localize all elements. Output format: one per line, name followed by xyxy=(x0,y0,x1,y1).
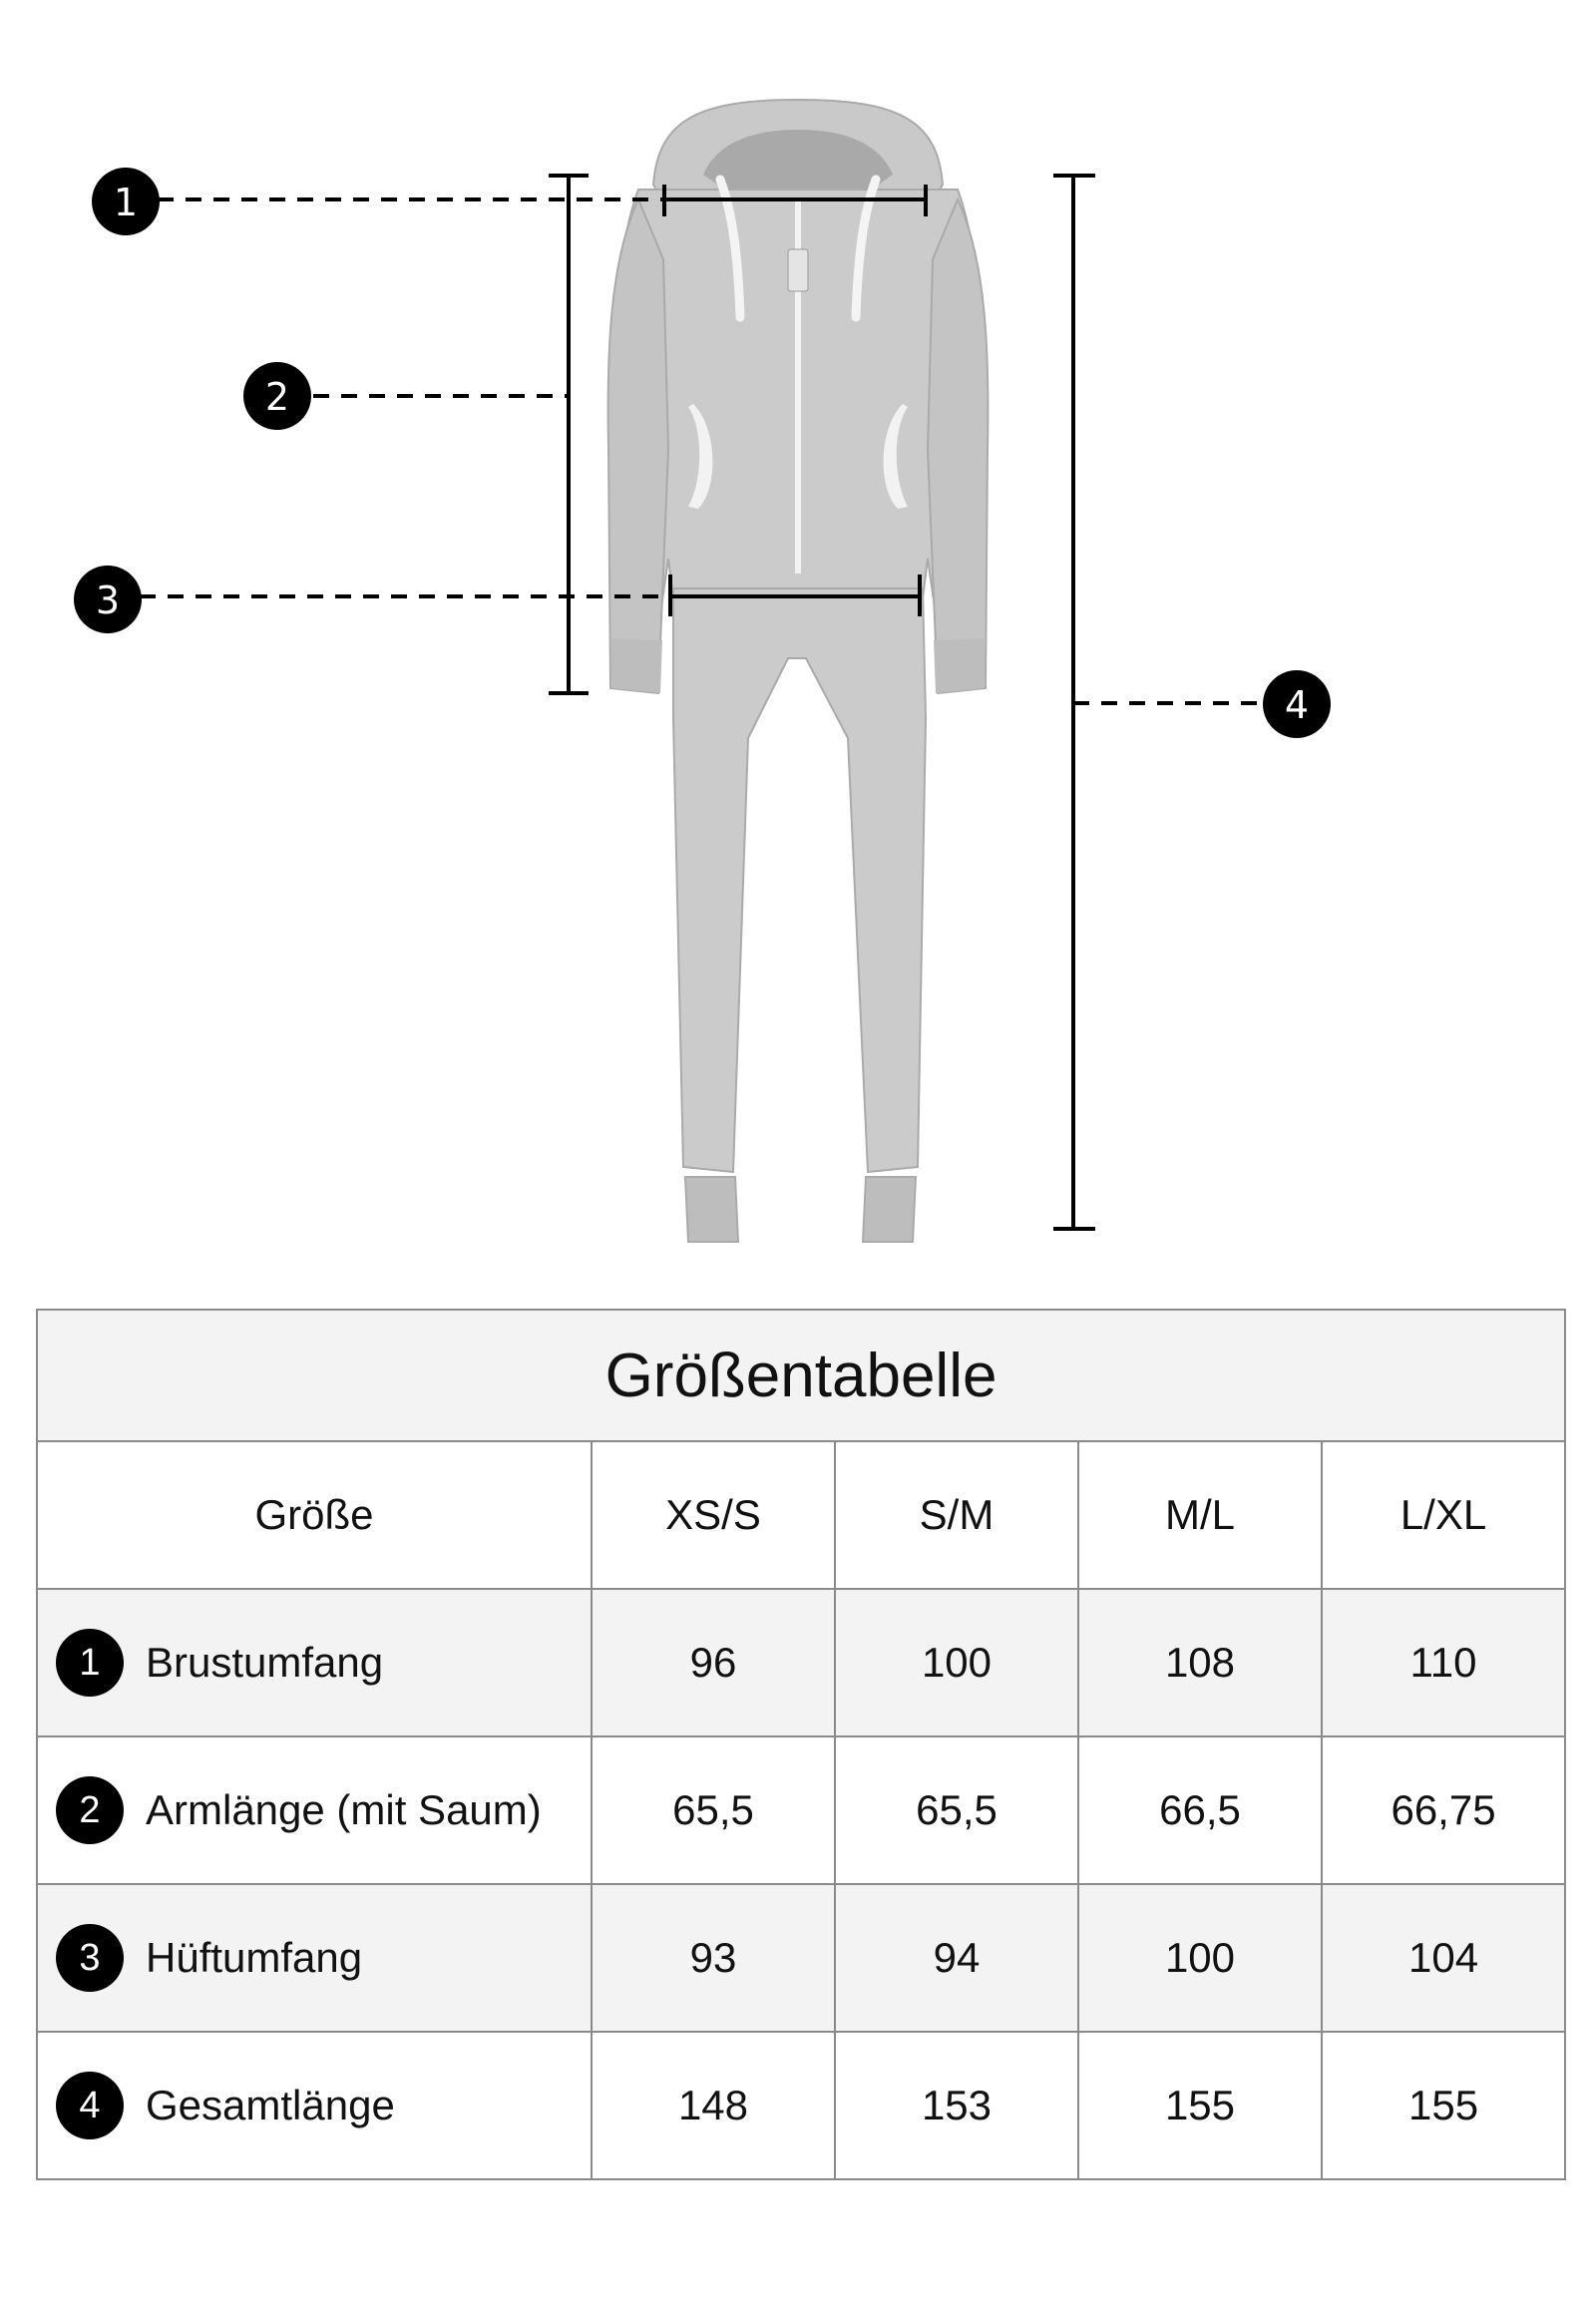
table-cell: 65,5 xyxy=(835,1736,1078,1884)
row-label-text: Hüftumfang xyxy=(146,1934,363,1981)
title-row xyxy=(37,1310,1565,1441)
row-label-text: Armlänge (mit Saum) xyxy=(146,1786,542,1833)
table-cell: 94 xyxy=(835,1884,1078,2032)
row-label-text: Brustumfang xyxy=(146,1639,384,1686)
marker-4 xyxy=(1263,670,1331,738)
table-cell: 93 xyxy=(592,1884,835,2032)
row-label xyxy=(37,1736,592,1884)
onesie-illustration xyxy=(608,100,989,1242)
header-row xyxy=(37,1441,1565,1589)
row-marker-badge: 3 xyxy=(56,1924,124,1992)
row-label xyxy=(37,2032,592,2179)
row-label xyxy=(37,1589,592,1736)
marker-1-label: 1 xyxy=(113,181,139,224)
row-marker-badge: 2 xyxy=(56,1776,124,1844)
table-cell: 100 xyxy=(1078,1884,1322,2032)
table-cell: 110 xyxy=(1322,1589,1565,1736)
table-cell: 155 xyxy=(1078,2032,1322,2179)
marker-1 xyxy=(92,168,160,235)
size-table xyxy=(36,1309,1566,2180)
table-cell: 104 xyxy=(1322,1884,1565,2032)
table-row-brustumfang xyxy=(37,1589,1565,1736)
table-cell: 66,75 xyxy=(1322,1736,1565,1884)
table-cell: 96 xyxy=(592,1589,835,1736)
header-l-xl: L/XL xyxy=(1322,1441,1565,1589)
row-marker-badge: 4 xyxy=(56,2072,124,2139)
marker-2-label: 2 xyxy=(264,375,290,419)
header-xs-s: XS/S xyxy=(592,1441,835,1589)
header-size-label: Größe xyxy=(37,1441,592,1589)
table-cell: 100 xyxy=(835,1589,1078,1736)
marker-3 xyxy=(74,566,142,633)
table-cell: 153 xyxy=(835,2032,1078,2179)
table-cell: 66,5 xyxy=(1078,1736,1322,1884)
table-row-hueftumfang xyxy=(37,1884,1565,2032)
row-label-text: Gesamtlänge xyxy=(146,2082,395,2128)
row-label xyxy=(37,1884,592,2032)
table-cell: 148 xyxy=(592,2032,835,2179)
table-cell: 65,5 xyxy=(592,1736,835,1884)
table-title: Größentabelle xyxy=(37,1310,1565,1441)
header-m-l: M/L xyxy=(1078,1441,1322,1589)
table-cell: 155 xyxy=(1322,2032,1565,2179)
row-marker-badge: 1 xyxy=(56,1629,124,1697)
marker-2 xyxy=(243,362,311,430)
marker-4-label: 4 xyxy=(1284,683,1310,727)
table-cell: 108 xyxy=(1078,1589,1322,1736)
table-row-armlaenge xyxy=(37,1736,1565,1884)
marker-3-label: 3 xyxy=(95,578,121,622)
table-row-gesamtlaenge xyxy=(37,2032,1565,2179)
header-s-m: S/M xyxy=(835,1441,1078,1589)
